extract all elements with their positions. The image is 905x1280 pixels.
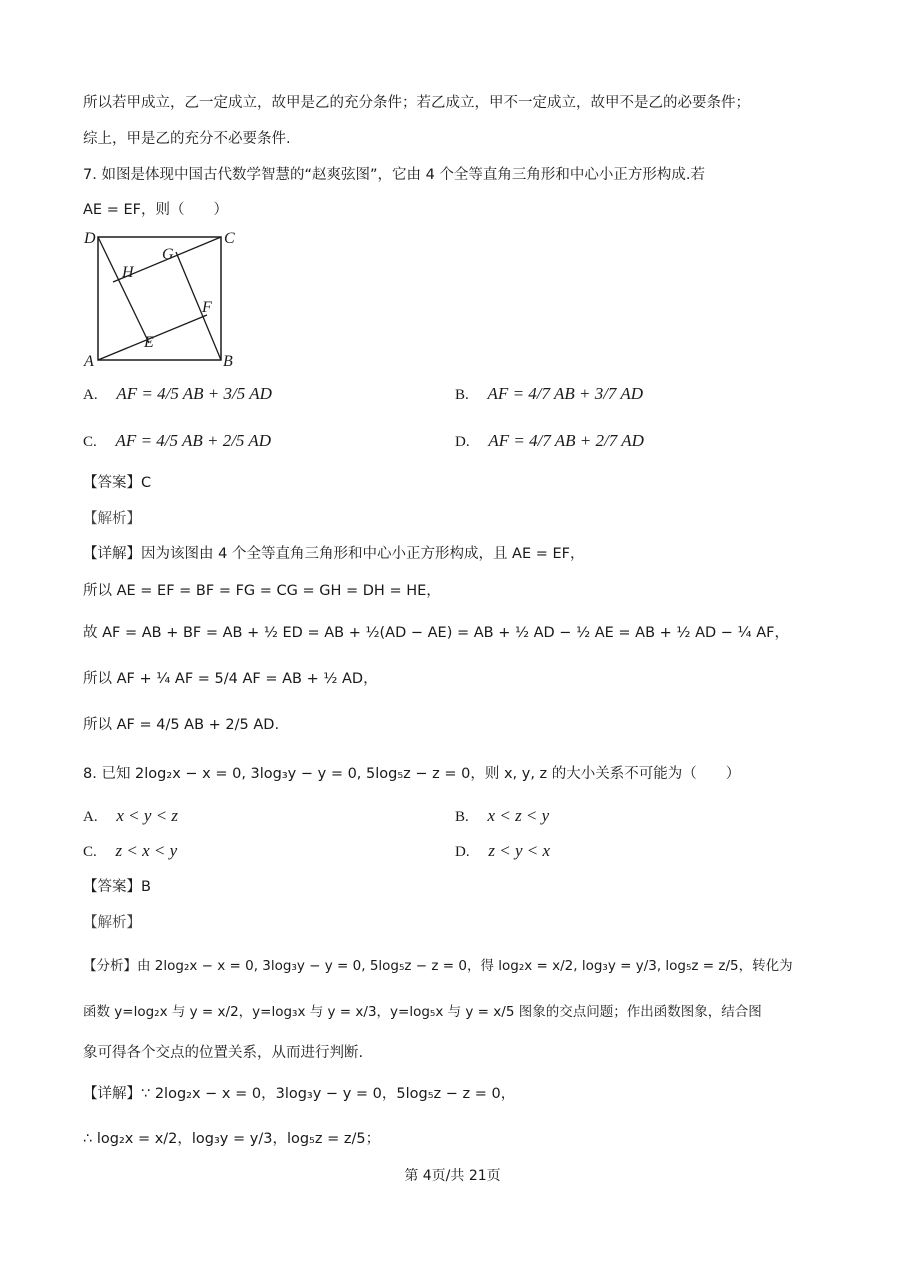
label-b: B	[223, 353, 233, 370]
option-c: C. z < x < y	[83, 841, 178, 860]
zhao-shuang-figure	[80, 225, 250, 370]
option-d: D. AF = 4/7 AB + 2/7 AD	[455, 431, 644, 450]
answer-line: 【答案】C	[83, 475, 152, 491]
analysis-tag: 【解析】	[83, 915, 141, 931]
answer-line: 【答案】B	[83, 879, 151, 895]
option-a: A. x < y < z	[83, 806, 179, 825]
text-line: 综上，甲是乙的充分不必要条件.	[83, 131, 291, 147]
analysis-line: 象可得各个交点的位置关系，从而进行判断.	[83, 1045, 364, 1061]
detail-line: ∴ log₂x = x/2，log₃y = y/3，log₅z = z/5；	[83, 1131, 381, 1147]
detail-line: 所以 AF + ¼ AF = 5/4 AF = AB + ½ AD，	[83, 671, 378, 687]
option-b: B. x < z < y	[455, 806, 550, 825]
option-d: D. z < y < x	[455, 841, 551, 860]
label-d: D	[84, 230, 96, 247]
label-a: A	[84, 353, 94, 370]
detail-line: 故 AF = AB + BF = AB + ½ ED = AB + ½(AD − AE) = AB + ½ AD − ½ AE = AB + ½ AD − ¼ AF，	[83, 625, 789, 641]
label-c: C	[224, 230, 235, 247]
page-footer: 第 4页/共 21页	[404, 1168, 501, 1184]
label-g: G	[162, 246, 174, 263]
analysis-line: 【分析】由 2log₂x − x = 0, 3log₃y − y = 0, 5log₅z − z = 0，得 log₂x = x/2, log₃y = y/3, log₅z = z/5，转化为	[83, 958, 793, 974]
detail-line: 所以 AF = 4/5 AB + 2/5 AD.	[83, 717, 280, 733]
option-b: B. AF = 4/7 AB + 3/7 AD	[455, 384, 644, 403]
question-7-condition: AE = EF，则（ ）	[83, 202, 228, 218]
question-8-stem: 8. 已知 2log₂x − x = 0, 3log₃y − y = 0, 5log₅z − z = 0，则 x, y, z 的大小关系不可能为（ ）	[83, 766, 741, 782]
label-h: H	[122, 264, 134, 281]
analysis-line: 函数 y=log₂x 与 y = x/2，y=log₃x 与 y = x/3，y=log₅x 与 y = x/5 图象的交点问题；作出函数图象，结合图	[83, 1004, 762, 1020]
analysis-tag: 【解析】	[83, 511, 141, 527]
detail-line: 【详解】∵ 2log₂x − x = 0，3log₃y − y = 0，5log₅z − z = 0，	[83, 1086, 516, 1102]
label-e: E	[144, 334, 154, 351]
label-f: F	[202, 299, 212, 316]
question-7-stem: 7. 如图是体现中国古代数学智慧的“赵爽弦图”，它由 4 个全等直角三角形和中心小正方形构成.若	[83, 167, 706, 183]
option-c: C. AF = 4/5 AB + 2/5 AD	[83, 431, 272, 450]
option-a: A. AF = 4/5 AB + 3/5 AD	[83, 384, 272, 403]
detail-line: 【详解】因为该图由 4 个全等直角三角形和中心小正方形构成，且 AE = EF，	[83, 546, 585, 562]
detail-line: 所以 AE = EF = BF = FG = CG = GH = DH = HE，	[83, 583, 441, 599]
text-line: 所以若甲成立，乙一定成立，故甲是乙的充分条件；若乙成立，甲不一定成立，故甲不是乙的必要条件；	[83, 95, 750, 111]
